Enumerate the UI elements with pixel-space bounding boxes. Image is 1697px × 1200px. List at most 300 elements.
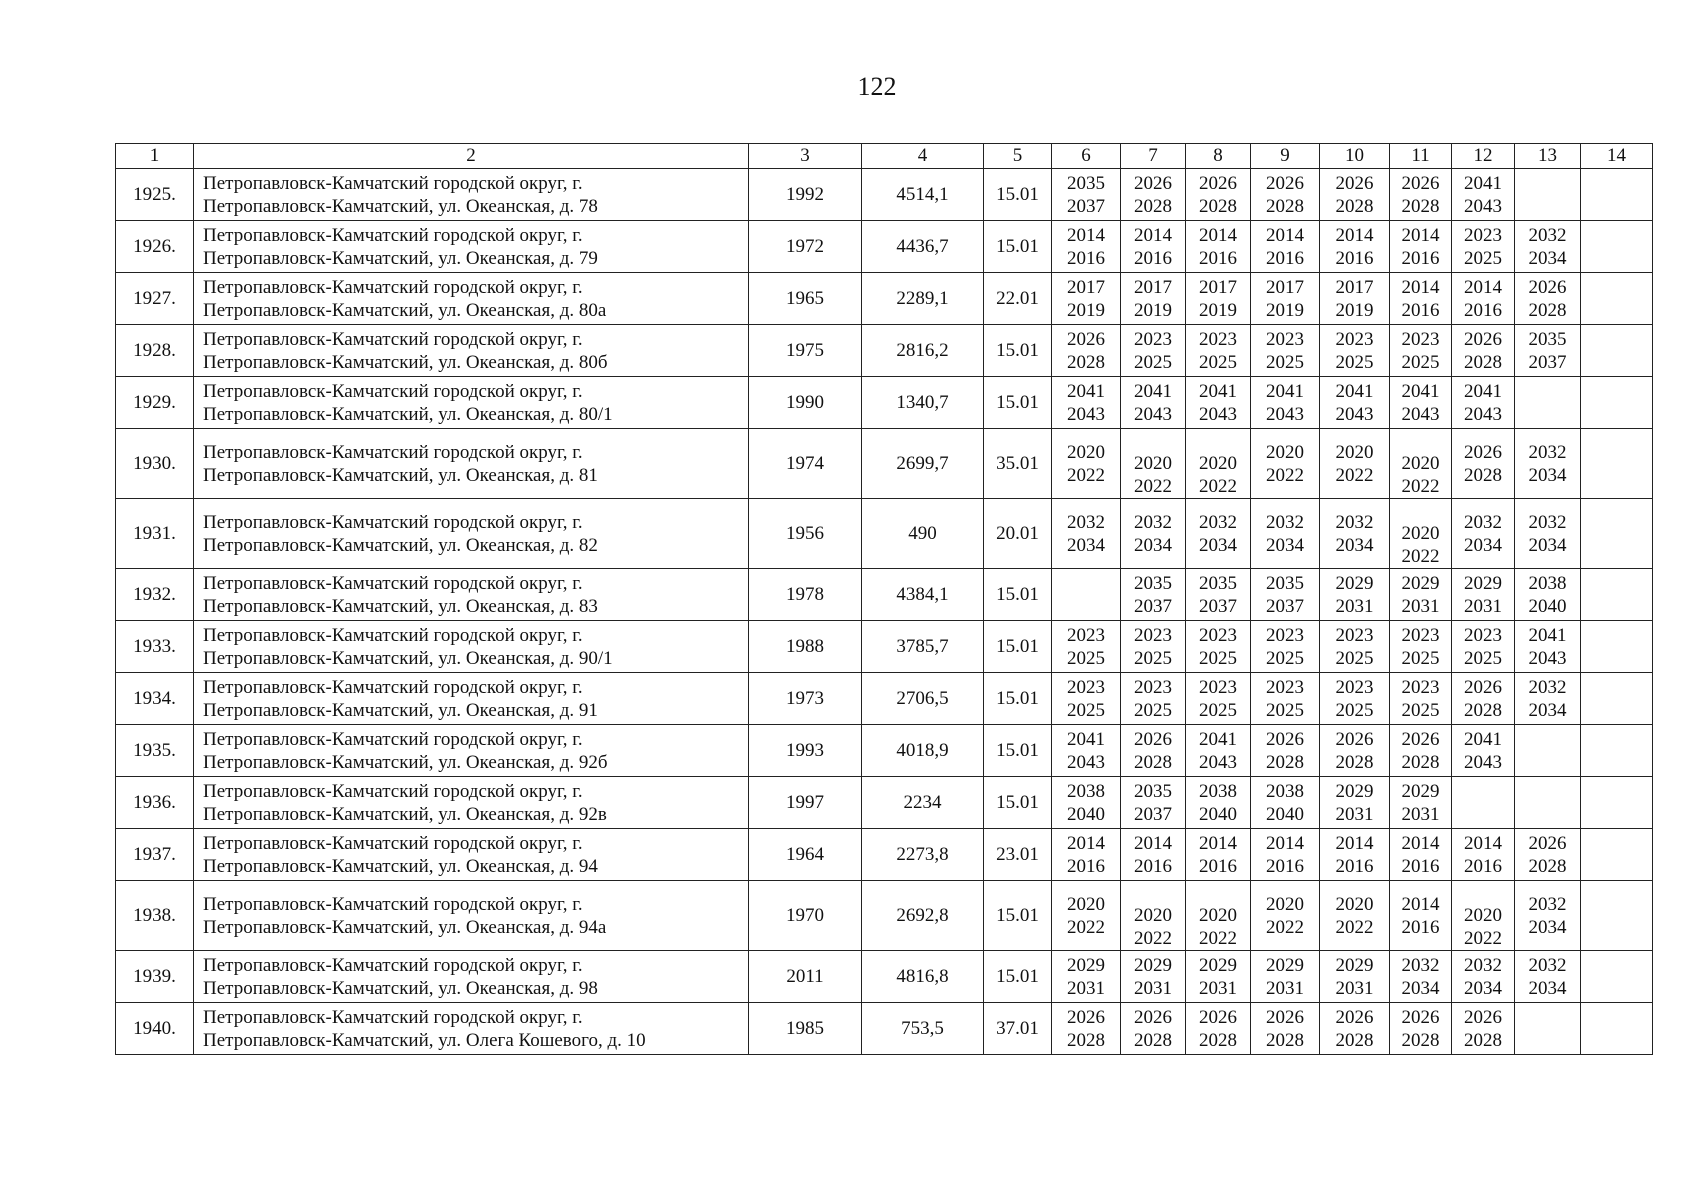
table-row (116, 273, 1653, 325)
row-number: 1938. (116, 881, 194, 951)
period-cell-col6 (1052, 429, 1121, 499)
address-line: Петропавловск-Камчатский городской округ, г. (203, 676, 583, 698)
period-end-year: 2034 (1067, 534, 1105, 556)
period-cell-col9 (1251, 829, 1320, 881)
code-cell: 37.01 (984, 1003, 1052, 1055)
period-end-year: 2043 (1067, 751, 1105, 773)
period-end-year: 2034 (1464, 534, 1502, 556)
period-end-year: 2022 (1266, 916, 1304, 938)
address-line: Петропавловск-Камчатский городской округ, г. (203, 172, 583, 194)
period-end-year: 2028 (1528, 299, 1567, 321)
period-start-year: 2035 (1067, 172, 1105, 194)
area-cell: 4018,9 (862, 725, 984, 777)
period-cell-col12 (1452, 169, 1515, 221)
build-year-cell: 1975 (749, 325, 862, 377)
period-cell-col11 (1390, 169, 1452, 221)
period-cell-col13 (1515, 325, 1581, 377)
period-start-year: 2026 (1401, 1006, 1440, 1028)
period-end-year: 2019 (1335, 299, 1374, 321)
period-start-year: 2023 (1199, 624, 1237, 646)
period-cell-col7 (1121, 273, 1186, 325)
build-year-cell: 1990 (749, 377, 862, 429)
address-cell (194, 273, 749, 325)
period-start-year: 2029 (1401, 572, 1440, 594)
build-year-cell: 1997 (749, 777, 862, 829)
address-cell (194, 725, 749, 777)
period-start-year: 2020 (1464, 905, 1502, 926)
period-cell-col7 (1121, 221, 1186, 273)
address-cell (194, 429, 749, 499)
period-end-year: 2028 (1199, 195, 1237, 217)
period-cell-col11 (1390, 569, 1452, 621)
area-cell: 2234 (862, 777, 984, 829)
period-end-year: 2016 (1266, 247, 1304, 269)
period-cell-col11 (1390, 499, 1452, 569)
period-end-year: 2031 (1199, 977, 1237, 999)
period-cell-col9 (1251, 777, 1320, 829)
period-cell-col9 (1251, 499, 1320, 569)
area-cell: 753,5 (862, 1003, 984, 1055)
period-cell-col10 (1320, 569, 1390, 621)
column-header: 3 (749, 144, 862, 169)
period-end-year: 2028 (1266, 195, 1304, 217)
period-cell-col13 (1515, 169, 1581, 221)
period-start-year: 2041 (1134, 380, 1172, 402)
address-cell (194, 1003, 749, 1055)
address-line: Петропавловск-Камчатский городской округ, г. (203, 1006, 583, 1028)
build-year-cell: 1973 (749, 673, 862, 725)
period-cell-col10 (1320, 777, 1390, 829)
area-cell: 4384,1 (862, 569, 984, 621)
period-start-year: 2041 (1199, 380, 1237, 402)
period-start-year: 2026 (1199, 172, 1237, 194)
area-cell: 2706,5 (862, 673, 984, 725)
period-start-year: 2029 (1464, 572, 1502, 594)
period-cell-col10 (1320, 169, 1390, 221)
period-end-year: 2022 (1401, 546, 1440, 567)
period-start-year: 2032 (1464, 954, 1502, 976)
build-year-cell: 1992 (749, 169, 862, 221)
period-cell-col11 (1390, 725, 1452, 777)
period-end-year: 2034 (1528, 464, 1567, 486)
period-start-year: 2026 (1134, 1006, 1172, 1028)
period-end-year: 2016 (1401, 299, 1440, 321)
period-end-year: 2037 (1199, 595, 1237, 617)
period-cell-col8 (1186, 951, 1251, 1003)
period-end-year: 2031 (1401, 595, 1440, 617)
period-start-year: 2020 (1266, 441, 1304, 463)
area-cell: 2816,2 (862, 325, 984, 377)
period-end-year: 2034 (1528, 534, 1567, 556)
build-year-cell: 1993 (749, 725, 862, 777)
period-start-year: 2023 (1199, 676, 1237, 698)
period-end-year: 2031 (1067, 977, 1105, 999)
period-cell-col10 (1320, 221, 1390, 273)
period-start-year: 2029 (1266, 954, 1304, 976)
row-number: 1925. (116, 169, 194, 221)
period-end-year: 2028 (1464, 351, 1502, 373)
period-cell-col6 (1052, 221, 1121, 273)
header-row (116, 144, 1653, 169)
address-line: Петропавловск-Камчатский, ул. Океанская, д. 80/1 (203, 403, 613, 425)
period-cell-col14 (1581, 621, 1653, 673)
area-cell: 1340,7 (862, 377, 984, 429)
table-row (116, 673, 1653, 725)
period-start-year: 2026 (1464, 441, 1502, 463)
address-line: Петропавловск-Камчатский городской округ, г. (203, 380, 583, 402)
address-cell (194, 169, 749, 221)
address-cell (194, 377, 749, 429)
period-cell-col6 (1052, 499, 1121, 569)
period-cell-col9 (1251, 725, 1320, 777)
table-row (116, 221, 1653, 273)
period-cell-col8 (1186, 169, 1251, 221)
period-cell-col11 (1390, 829, 1452, 881)
column-header: 9 (1251, 144, 1320, 169)
code-cell: 15.01 (984, 325, 1052, 377)
period-cell-col10 (1320, 377, 1390, 429)
period-end-year: 2016 (1067, 855, 1105, 877)
period-cell-col14 (1581, 169, 1653, 221)
period-cell-col14 (1581, 325, 1653, 377)
period-start-year: 2014 (1266, 832, 1304, 854)
period-start-year: 2026 (1335, 1006, 1374, 1028)
period-cell-col14 (1581, 499, 1653, 569)
period-end-year: 2043 (1464, 403, 1502, 425)
period-start-year: 2032 (1528, 676, 1567, 698)
period-cell-col9 (1251, 673, 1320, 725)
period-end-year: 2031 (1266, 977, 1304, 999)
period-end-year: 2022 (1464, 928, 1502, 949)
column-header: 13 (1515, 144, 1581, 169)
period-end-year: 2025 (1067, 647, 1105, 669)
period-cell-col10 (1320, 621, 1390, 673)
period-start-year: 2041 (1464, 172, 1502, 194)
period-end-year: 2043 (1401, 403, 1440, 425)
period-cell-col11 (1390, 273, 1452, 325)
period-cell-col14 (1581, 221, 1653, 273)
address-line: Петропавловск-Камчатский, ул. Олега Кошевого, д. 10 (203, 1029, 646, 1051)
address-cell (194, 777, 749, 829)
period-cell-col10 (1320, 725, 1390, 777)
period-start-year: 2038 (1199, 780, 1237, 802)
period-end-year: 2034 (1528, 699, 1567, 721)
period-cell-col6 (1052, 829, 1121, 881)
period-end-year: 2028 (1335, 751, 1374, 773)
period-end-year: 2016 (1199, 247, 1237, 269)
area-cell: 2692,8 (862, 881, 984, 951)
period-end-year: 2028 (1464, 699, 1502, 721)
period-start-year: 2026 (1266, 1006, 1304, 1028)
period-cell-col12 (1452, 621, 1515, 673)
period-start-year: 2023 (1464, 624, 1502, 646)
period-end-year: 2022 (1266, 464, 1304, 486)
address-line: Петропавловск-Камчатский, ул. Океанская, д. 78 (203, 195, 598, 217)
period-end-year: 2034 (1528, 977, 1567, 999)
period-end-year: 2034 (1464, 977, 1502, 999)
build-year-cell: 2011 (749, 951, 862, 1003)
period-cell-col13 (1515, 951, 1581, 1003)
address-cell (194, 499, 749, 569)
period-end-year: 2025 (1335, 351, 1374, 373)
row-number: 1935. (116, 725, 194, 777)
period-start-year: 2032 (1266, 511, 1304, 533)
period-cell-col6 (1052, 325, 1121, 377)
period-start-year: 2023 (1266, 328, 1304, 350)
period-end-year: 2043 (1199, 751, 1237, 773)
period-cell-col14 (1581, 829, 1653, 881)
period-end-year: 2034 (1528, 247, 1567, 269)
period-cell-col9 (1251, 1003, 1320, 1055)
period-end-year: 2025 (1134, 647, 1172, 669)
period-end-year: 2028 (1134, 1029, 1172, 1051)
period-end-year: 2022 (1067, 916, 1105, 938)
period-end-year: 2031 (1401, 803, 1440, 825)
address-cell (194, 221, 749, 273)
period-start-year: 2023 (1067, 676, 1105, 698)
period-cell-col10 (1320, 325, 1390, 377)
period-cell-col13 (1515, 881, 1581, 951)
period-start-year: 2026 (1528, 276, 1567, 298)
period-start-year: 2041 (1067, 728, 1105, 750)
period-end-year: 2016 (1464, 299, 1502, 321)
period-start-year: 2035 (1266, 572, 1304, 594)
period-end-year: 2037 (1134, 803, 1172, 825)
period-cell-col7 (1121, 621, 1186, 673)
address-line: Петропавловск-Камчатский, ул. Океанская, д. 92б (203, 751, 608, 773)
address-line: Петропавловск-Камчатский городской округ, г. (203, 728, 583, 750)
period-end-year: 2016 (1067, 247, 1105, 269)
period-cell-col14 (1581, 273, 1653, 325)
period-cell-col13 (1515, 829, 1581, 881)
code-cell: 23.01 (984, 829, 1052, 881)
period-cell-col10 (1320, 951, 1390, 1003)
period-start-year: 2017 (1134, 276, 1172, 298)
period-cell-col8 (1186, 777, 1251, 829)
build-year-cell: 1956 (749, 499, 862, 569)
row-number: 1939. (116, 951, 194, 1003)
period-end-year: 2016 (1401, 916, 1440, 938)
period-end-year: 2031 (1464, 595, 1502, 617)
column-header: 14 (1581, 144, 1653, 169)
row-number: 1929. (116, 377, 194, 429)
period-end-year: 2037 (1134, 595, 1172, 617)
period-cell-col14 (1581, 1003, 1653, 1055)
column-header: 4 (862, 144, 984, 169)
period-cell-col8 (1186, 1003, 1251, 1055)
period-cell-col7 (1121, 829, 1186, 881)
period-end-year: 2025 (1199, 351, 1237, 373)
row-number: 1940. (116, 1003, 194, 1055)
period-start-year: 2023 (1067, 624, 1105, 646)
period-start-year: 2032 (1528, 441, 1567, 463)
period-cell-col7 (1121, 777, 1186, 829)
period-start-year: 2041 (1464, 380, 1502, 402)
period-start-year: 2023 (1199, 328, 1237, 350)
period-end-year: 2043 (1067, 403, 1105, 425)
column-header: 8 (1186, 144, 1251, 169)
period-cell-col12 (1452, 569, 1515, 621)
period-end-year: 2040 (1528, 595, 1567, 617)
row-number: 1931. (116, 499, 194, 569)
address-cell (194, 621, 749, 673)
code-cell: 15.01 (984, 221, 1052, 273)
address-line: Петропавловск-Камчатский, ул. Океанская, д. 83 (203, 595, 598, 617)
period-cell-col9 (1251, 881, 1320, 951)
period-end-year: 2028 (1401, 195, 1440, 217)
period-cell-col10 (1320, 673, 1390, 725)
period-start-year: 2020 (1335, 893, 1374, 915)
period-end-year: 2028 (1528, 855, 1567, 877)
address-line: Петропавловск-Камчатский городской округ, г. (203, 511, 583, 533)
period-start-year: 2023 (1401, 624, 1440, 646)
address-cell (194, 881, 749, 951)
period-end-year: 2028 (1401, 751, 1440, 773)
period-cell-col9 (1251, 377, 1320, 429)
period-end-year: 2028 (1134, 751, 1172, 773)
period-cell-col9 (1251, 569, 1320, 621)
period-end-year: 2043 (1134, 403, 1172, 425)
period-cell-col8 (1186, 499, 1251, 569)
period-end-year: 2022 (1401, 476, 1440, 497)
period-start-year: 2029 (1199, 954, 1237, 976)
table-row (116, 569, 1653, 621)
period-end-year: 2034 (1401, 977, 1440, 999)
period-cell-col14 (1581, 569, 1653, 621)
period-end-year: 2025 (1199, 647, 1237, 669)
period-cell-col11 (1390, 221, 1452, 273)
row-number: 1933. (116, 621, 194, 673)
build-year-cell: 1972 (749, 221, 862, 273)
code-cell: 15.01 (984, 673, 1052, 725)
period-cell-col7 (1121, 881, 1186, 951)
code-cell: 15.01 (984, 725, 1052, 777)
period-start-year: 2026 (1199, 1006, 1237, 1028)
period-cell-col9 (1251, 621, 1320, 673)
period-start-year: 2029 (1134, 954, 1172, 976)
period-end-year: 2025 (1266, 351, 1304, 373)
build-year-cell: 1974 (749, 429, 862, 499)
period-start-year: 2023 (1401, 328, 1440, 350)
period-start-year: 2014 (1401, 832, 1440, 854)
period-end-year: 2031 (1134, 977, 1172, 999)
code-cell: 15.01 (984, 377, 1052, 429)
period-end-year: 2043 (1199, 403, 1237, 425)
period-start-year: 2041 (1335, 380, 1374, 402)
period-start-year: 2041 (1266, 380, 1304, 402)
period-end-year: 2028 (1266, 751, 1304, 773)
address-cell (194, 569, 749, 621)
period-end-year: 2019 (1266, 299, 1304, 321)
period-start-year: 2014 (1335, 224, 1374, 246)
code-cell: 15.01 (984, 621, 1052, 673)
period-end-year: 2037 (1528, 351, 1567, 373)
period-start-year: 2032 (1528, 954, 1567, 976)
period-start-year: 2023 (1335, 328, 1374, 350)
period-start-year: 2023 (1335, 676, 1374, 698)
period-cell-col8 (1186, 221, 1251, 273)
period-cell-col14 (1581, 881, 1653, 951)
code-cell: 15.01 (984, 569, 1052, 621)
area-cell: 3785,7 (862, 621, 984, 673)
period-cell-col8 (1186, 725, 1251, 777)
code-cell: 15.01 (984, 169, 1052, 221)
address-line: Петропавловск-Камчатский городской округ, г. (203, 832, 583, 854)
period-end-year: 2025 (1134, 699, 1172, 721)
period-cell-col6 (1052, 881, 1121, 951)
period-cell-col7 (1121, 429, 1186, 499)
period-start-year: 2032 (1528, 224, 1567, 246)
period-cell-col13 (1515, 273, 1581, 325)
address-line: Петропавловск-Камчатский, ул. Океанская, д. 92в (203, 803, 607, 825)
period-cell-col12 (1452, 221, 1515, 273)
period-start-year: 2035 (1134, 572, 1172, 594)
period-cell-col12 (1452, 429, 1515, 499)
period-end-year: 2016 (1335, 855, 1374, 877)
period-start-year: 2032 (1335, 511, 1374, 533)
period-start-year: 2026 (1134, 728, 1172, 750)
period-start-year: 2032 (1401, 954, 1440, 976)
period-end-year: 2025 (1464, 647, 1502, 669)
row-number: 1932. (116, 569, 194, 621)
period-cell-col10 (1320, 829, 1390, 881)
period-end-year: 2037 (1067, 195, 1105, 217)
row-number: 1926. (116, 221, 194, 273)
address-cell (194, 325, 749, 377)
table-row (116, 881, 1653, 951)
period-cell-col9 (1251, 221, 1320, 273)
period-cell-col6 (1052, 1003, 1121, 1055)
period-end-year: 2019 (1067, 299, 1105, 321)
period-end-year: 2028 (1067, 1029, 1105, 1051)
period-cell-col9 (1251, 273, 1320, 325)
period-end-year: 2022 (1335, 464, 1374, 486)
address-line: Петропавловск-Камчатский, ул. Океанская, д. 82 (203, 534, 598, 556)
period-cell-col7 (1121, 499, 1186, 569)
period-end-year: 2016 (1199, 855, 1237, 877)
period-end-year: 2040 (1266, 803, 1304, 825)
table-row (116, 499, 1653, 569)
period-end-year: 2028 (1266, 1029, 1304, 1051)
period-cell-col12 (1452, 951, 1515, 1003)
period-cell-col11 (1390, 881, 1452, 951)
period-end-year: 2028 (1464, 464, 1502, 486)
period-start-year: 2032 (1067, 511, 1105, 533)
period-cell-col10 (1320, 429, 1390, 499)
period-start-year: 2020 (1335, 441, 1374, 463)
period-cell-col10 (1320, 273, 1390, 325)
period-end-year: 2043 (1528, 647, 1567, 669)
period-start-year: 2020 (1199, 905, 1237, 926)
period-start-year: 2020 (1401, 523, 1440, 544)
period-start-year: 2041 (1401, 380, 1440, 402)
column-header: 6 (1052, 144, 1121, 169)
period-cell-col13 (1515, 377, 1581, 429)
period-start-year: 2026 (1528, 832, 1567, 854)
build-year-cell: 1985 (749, 1003, 862, 1055)
period-end-year: 2028 (1335, 1029, 1374, 1051)
period-cell-col14 (1581, 777, 1653, 829)
period-start-year: 2026 (1266, 728, 1304, 750)
period-start-year: 2014 (1199, 832, 1237, 854)
period-start-year: 2029 (1335, 572, 1374, 594)
address-line: Петропавловск-Камчатский, ул. Океанская, д. 90/1 (203, 647, 613, 669)
period-cell-col6 (1052, 725, 1121, 777)
period-end-year: 2034 (1199, 534, 1237, 556)
period-end-year: 2034 (1335, 534, 1374, 556)
period-start-year: 2014 (1134, 224, 1172, 246)
period-end-year: 2025 (1401, 647, 1440, 669)
